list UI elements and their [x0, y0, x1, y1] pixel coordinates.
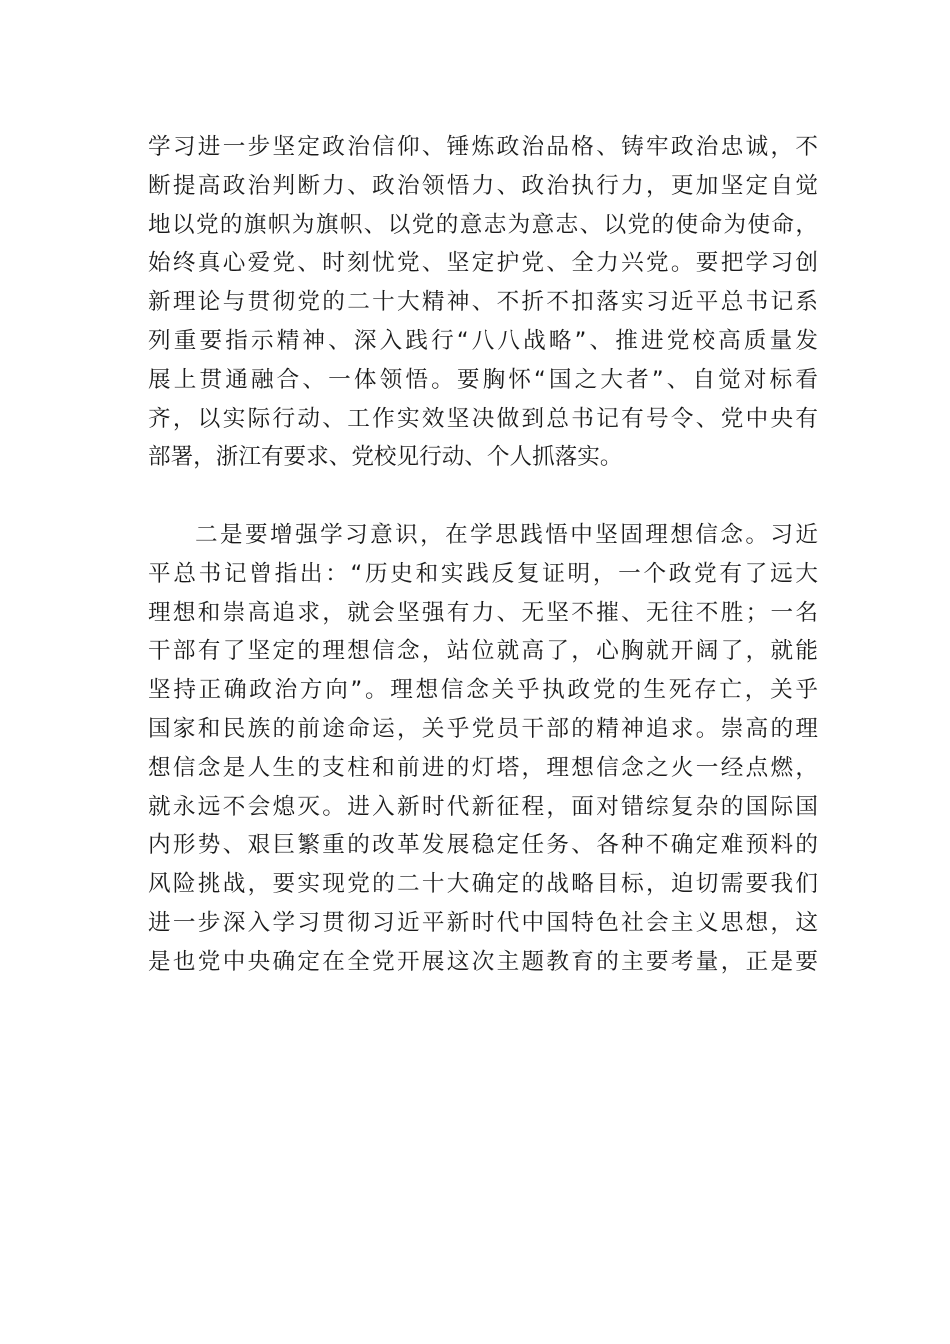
paragraph-2 — [148, 516, 818, 982]
paragraph-line: 就永远不会熄灭。进入新时代新征程，面对错综复杂的国际国 — [148, 793, 818, 820]
paragraph-line: 风险挑战，要实现党的二十大确定的战略目标，迫切需要我们 — [148, 871, 818, 898]
paragraph-line: 新理论与贯彻党的二十大精神、不折不扣落实习近平总书记系 — [148, 289, 818, 316]
paragraph-line: 坚持正确政治方向”。理想信念关乎执政党的生死存亡，关乎 — [148, 677, 818, 704]
paragraph-line: 国家和民族的前途命运，关乎党员干部的精神追求。崇高的理 — [148, 715, 818, 742]
paragraph-line: 学习进一步坚定政治信仰、锤炼政治品格、铸牢政治忠诚，不 — [148, 134, 818, 160]
paragraph-line: 始终真心爱党、时刻忧党、坚定护党、全力兴党。要把学习创 — [148, 250, 818, 277]
paragraph-line: 展上贯通融合、一体领悟。要胸怀“国之大者”、自觉对标看 — [148, 366, 818, 393]
paragraph-line: 断提高政治判断力、政治领悟力、政治执行力，更加坚定自觉 — [148, 172, 818, 199]
paragraph-line: 是也党中央确定在全党开展这次主题教育的主要考量，正是要 — [148, 948, 818, 975]
paragraph-line: 部署，浙江有要求、党校见行动、个人抓落实。 — [148, 444, 623, 471]
paragraph-line: 进一步深入学习贯彻习近平新时代中国特色社会主义思想，这 — [148, 909, 818, 936]
paragraph-line: 理想和崇高追求，就会坚强有力、无坚不摧、无往不胜；一名 — [148, 599, 818, 626]
paragraph-line: 想信念是人生的支柱和前进的灯塔，理想信念之火一经点燃， — [148, 754, 818, 781]
paragraph-line: 干部有了坚定的理想信念，站位就高了，心胸就开阔了，就能 — [148, 638, 818, 665]
paragraph-line: 地以党的旗帜为旗帜、以党的意志为意志、以党的使命为使命， — [148, 211, 818, 238]
paragraph-1 — [148, 128, 818, 477]
paragraph-line: 内形势、艰巨繁重的改革发展稳定任务、各种不确定难预料的 — [148, 832, 818, 859]
paragraph-line: 二是要增强学习意识，在学思践悟中坚固理想信念。习近 — [195, 521, 818, 548]
paragraph-spacer — [148, 477, 818, 516]
paragraph-line: 平总书记曾指出：“历史和实践反复证明，一个政党有了远大 — [148, 560, 818, 587]
paragraph-line: 列重要指示精神、深入践行“八八战略”、推进党校高质量发 — [148, 327, 818, 354]
body-text — [148, 128, 818, 982]
paragraph-line: 齐，以实际行动、工作实效坚决做到总书记有号令、党中央有 — [148, 405, 818, 432]
